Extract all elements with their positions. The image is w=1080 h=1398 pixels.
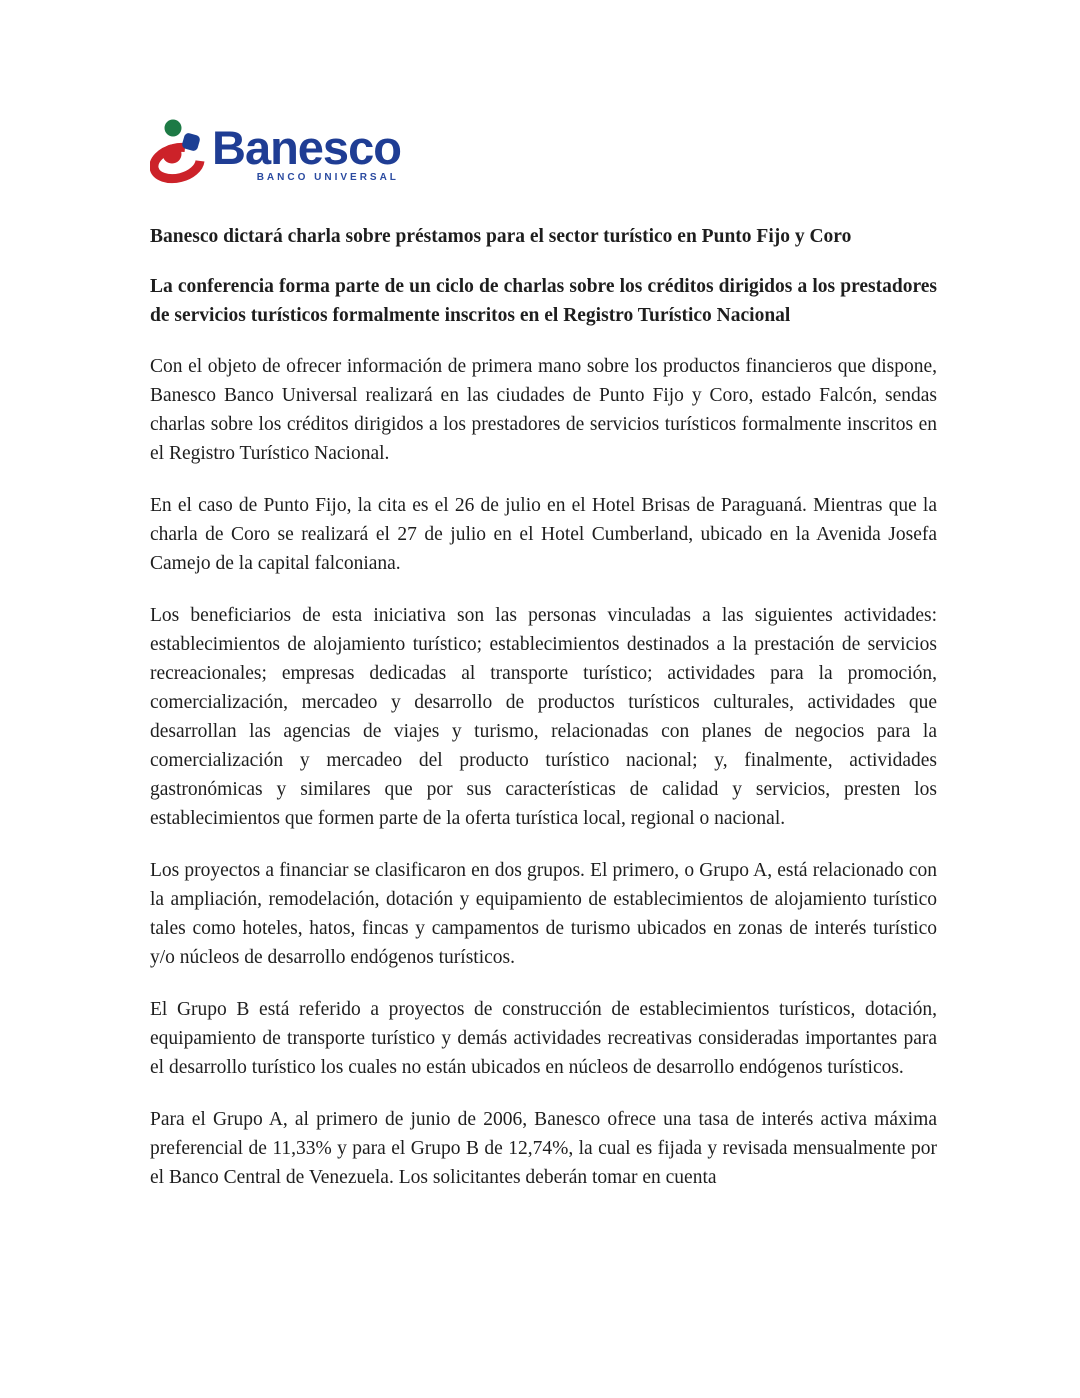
document-subtitle: La conferencia forma parte de un ciclo de charlas sobre los créditos dirigidos a los prestadores de servicios turísticos formalmente inscritos en el Registro Turístico Nacional (150, 276, 937, 326)
paragraph-intro: Con el objeto de ofrecer información de primera mano sobre los productos financieros que dispone, Banesco Banco Universal realizará en las ciudades de Punto Fijo y Coro, estado Falcón, sendas charlas sobre los créditos dirigidos a los prestadores de servicios turísticos formalmente inscritos en el Registro Turístico Nacional. (150, 356, 937, 464)
logo-text-block (212, 121, 401, 183)
banesco-logo-icon (150, 118, 208, 184)
paragraph-group-b: El Grupo B está referido a proyectos de construcción de establecimientos turísticos, dotación, equipamiento de transporte turístico y demás actividades recreativas consideradas importantes para el desarrollo turístico los cuales no están ubicados en núcleos de desarrollo endógenos turísticos. (150, 999, 937, 1078)
logo-brand-text: Banesco (212, 121, 401, 174)
paragraph-beneficiaries: Los beneficiarios de esta iniciativa son las personas vinculadas a las siguientes actividades: establecimientos de alojamiento turístico; establecimientos destinados a la prestación de servicios recreacionales; empresas dedicadas al transporte turístico; actividades para la promoción, comercialización, mercadeo y desarrollo de productos turísticos culturales, actividades que desarrollan las agencias de viajes y turismo, relacionadas con planes de negocios para la comercialización y mercadeo del producto turístico nacional; y, finalmente, actividades gastronómicas y similares que por sus características de calidad y servicios, presten los establecimientos que formen parte de la oferta turística local, regional o nacional. (150, 605, 937, 829)
paragraph-rates: Para el Grupo A, al primero de junio de 2006, Banesco ofrece una tasa de interés activa máxima preferencial de 11,33% y para el Grupo B de 12,74%, la cual es fijada y revisada mensualmente por el Banco Central de Venezuela. Los solicitantes deberán tomar en cuenta (150, 1109, 937, 1188)
paragraph-group-a: Los proyectos a financiar se clasificaron en dos grupos. El primero, o Grupo A, está relacionado con la ampliación, remodelación, dotación y equipamiento de establecimientos de alojamiento turístico tales como hoteles, hatos, fincas y campamentos de turismo ubicados en zonas de interés turístico y/o núcleos de desarrollo endógenos turísticos. (150, 860, 937, 968)
paragraph-dates-venues: En el caso de Punto Fijo, la cita es el 26 de julio en el Hotel Brisas de Paraguaná. Mientras que la charla de Coro se realizará el 27 de julio en el Hotel Cumberland, ubicado en la Avenida Josefa Camejo de la capital falconiana. (150, 495, 937, 574)
document-title: Banesco dictará charla sobre préstamos para el sector turístico en Punto Fijo y Coro (150, 226, 852, 247)
banesco-logo (150, 118, 937, 186)
document-body (150, 222, 937, 1192)
logo-tagline-text: BANCO UNIVERSAL (256, 172, 399, 183)
